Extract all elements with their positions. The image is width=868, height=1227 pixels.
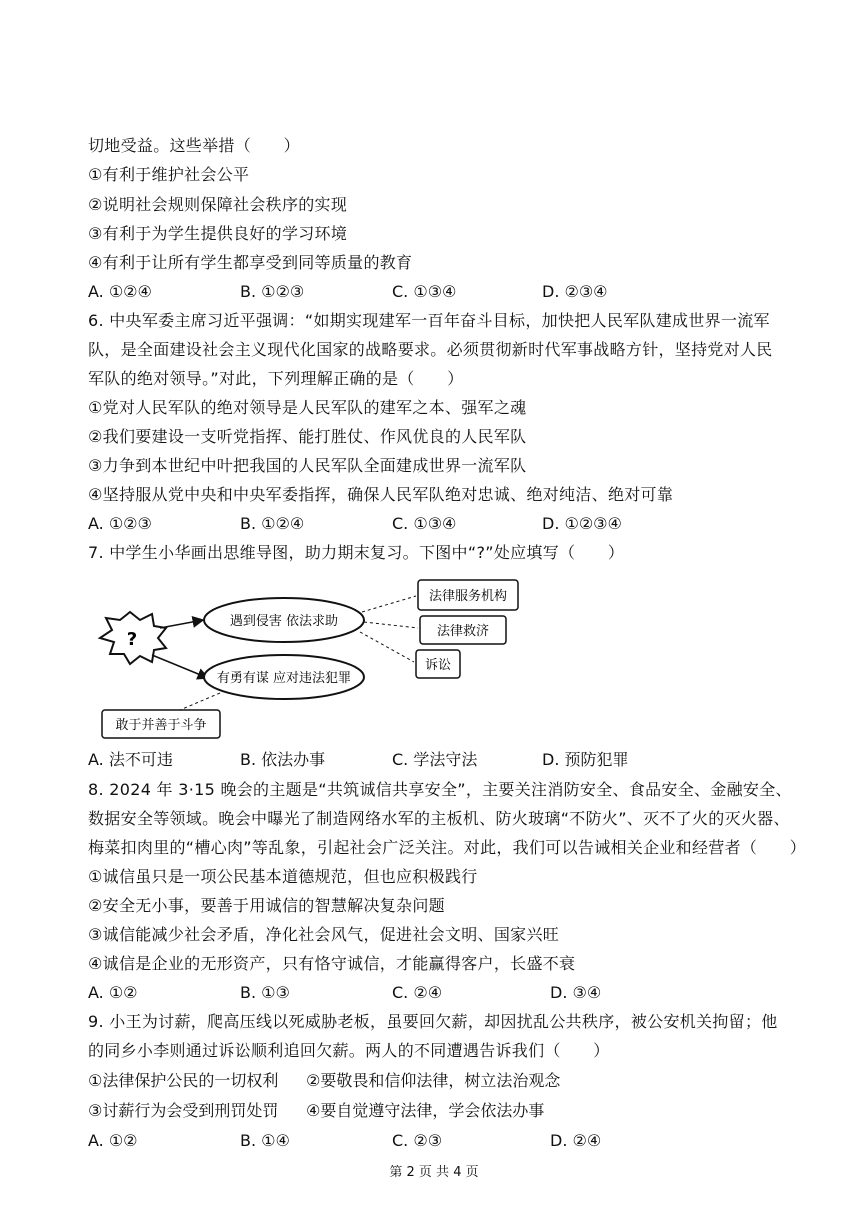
q8-stem-line-1: 8. 2024 年 3·15 晚会的主题是“共筑诚信共享安全”，主要关注消防安全、食品安全、金融安全、 [88, 780, 792, 799]
q5-statement-1: ①有利于维护社会公平 [88, 165, 250, 184]
q7-option-c[interactable]: C. 学法守法 [392, 750, 478, 769]
q6-option-a[interactable]: A. ①②③ [88, 514, 152, 533]
q6-option-c[interactable]: C. ①③④ [392, 514, 457, 533]
q5-option-c[interactable]: C. ①③④ [392, 282, 457, 301]
q5-stem: 切地受益。这些举措（ ） [88, 136, 300, 155]
q8-option-b[interactable]: B. ①③ [240, 983, 290, 1002]
q9-statement-4: ④要自觉遵守法律，学会依法办事 [306, 1101, 545, 1120]
q9-option-d[interactable]: D. ②④ [550, 1131, 602, 1150]
q5-option-b[interactable]: B. ①②③ [240, 282, 305, 301]
page-footer: 第 2 页 共 4 页 [389, 1165, 479, 1180]
ellipse-seek-help-label: 遇到侵害 依法求助 [229, 614, 339, 629]
q9-stem-line-1: 9. 小王为讨薪，爬高压线以死威胁老板，虽要回欠薪，却因扰乱公共秩序，被公安机关拘留；他 [88, 1012, 778, 1031]
q9-option-b[interactable]: B. ①④ [240, 1131, 290, 1150]
arrow-to-ellipse-2 [152, 655, 208, 678]
q6-statement-4: ④坚持服从党中央和中央军委指挥，确保人民军队绝对忠诚、绝对纯洁、绝对可靠 [88, 485, 674, 504]
q8-stem-line-3: 梅菜扣肉里的“槽心肉”等乱象，引起社会广泛关注。对此，我们可以告诫相关企业和经营者（ ） [88, 838, 807, 857]
q7-stem: 7. 中学生小华画出思维导图，助力期末复习。下图中“?”处应填写（ ） [88, 543, 625, 562]
q6-stem-line-2: 队，是全面建设社会主义现代化国家的战略要求。必须贯彻新时代军事战略方针，坚持党对人民 [88, 340, 773, 359]
q6-option-b[interactable]: B. ①②④ [240, 514, 305, 533]
connector-box-2 [364, 622, 418, 628]
q6-statement-3: ③力争到本世纪中叶把我国的人民军队全面建成世界一流军队 [88, 456, 527, 475]
q7-option-a[interactable]: A. 法不可违 [88, 750, 173, 769]
connector-box-4 [180, 693, 220, 710]
q5-option-a[interactable]: A. ①②④ [88, 282, 152, 301]
q8-option-c[interactable]: C. ②④ [392, 983, 443, 1002]
q9-option-c[interactable]: C. ②③ [392, 1131, 443, 1150]
ellipse-face-crime-label: 有勇有谋 应对违法犯罪 [216, 671, 352, 686]
q6-statement-2: ②我们要建设一支听党指挥、能打胜仗、作风优良的人民军队 [88, 427, 527, 446]
box-dare-to-fight-label: 敢于并善于斗争 [115, 718, 207, 733]
q8-option-d[interactable]: D. ③④ [550, 983, 602, 1002]
box-litigation-label: 诉讼 [424, 658, 452, 673]
connector-box-1 [362, 596, 416, 612]
q9-statement-3: ③讨薪行为会受到刑罚处罚 [88, 1101, 279, 1120]
arrow-to-ellipse-1 [160, 620, 203, 628]
q6-option-d[interactable]: D. ①②③④ [542, 514, 622, 533]
mind-map-diagram [0, 560, 868, 750]
q7-option-b[interactable]: B. 依法办事 [240, 750, 326, 769]
q5-statement-2: ②说明社会规则保障社会秩序的实现 [88, 195, 348, 214]
q8-statement-2: ②安全无小事，要善于用诚信的智慧解决复杂问题 [88, 896, 445, 915]
q8-statement-3: ③诚信能减少社会矛盾，净化社会风气，促进社会文明、国家兴旺 [88, 925, 560, 944]
q5-option-d[interactable]: D. ②③④ [542, 282, 608, 301]
q8-stem-line-2: 数据安全等领域。晚会中曝光了制造网络水军的主板机、防火玻璃“不防火”、灭不了火的灭火器、 [88, 809, 790, 828]
q8-statement-1: ①诚信虽只是一项公民基本道德规范，但也应积极践行 [88, 867, 478, 886]
q9-statement-2: ②要敬畏和信仰法律，树立法治观念 [306, 1071, 561, 1090]
q8-option-a[interactable]: A. ①② [88, 983, 138, 1002]
center-question-mark: ? [126, 629, 138, 650]
q5-statement-4: ④有利于让所有学生都享受到同等质量的教育 [88, 253, 413, 272]
q6-stem-line-1: 6. 中央军委主席习近平强调：“如期实现建军一百年奋斗目标，加快把人民军队建成世界一流军 [88, 311, 770, 330]
connector-box-3 [360, 632, 414, 662]
box-legal-remedy-label: 法律救济 [436, 624, 490, 639]
q9-statement-1: ①法律保护公民的一切权利 [88, 1071, 279, 1090]
q5-statement-3: ③有利于为学生提供良好的学习环境 [88, 224, 348, 243]
q8-statement-4: ④诚信是企业的无形资产，只有恪守诚信，才能赢得客户，长盛不衰 [88, 954, 576, 973]
q9-option-a[interactable]: A. ①② [88, 1131, 138, 1150]
q6-stem-line-3: 军队的绝对领导。”对此，下列理解正确的是（ ） [88, 369, 464, 388]
box-legal-service-label: 法律服务机构 [428, 589, 508, 604]
q7-option-d[interactable]: D. 预防犯罪 [542, 750, 629, 769]
q6-statement-1: ①党对人民军队的绝对领导是人民军队的建军之本、强军之魂 [88, 398, 527, 417]
q9-stem-line-2: 的同乡小李则通过诉讼顺利追回欠薪。两人的不同遭遇告诉我们（ ） [88, 1041, 610, 1060]
